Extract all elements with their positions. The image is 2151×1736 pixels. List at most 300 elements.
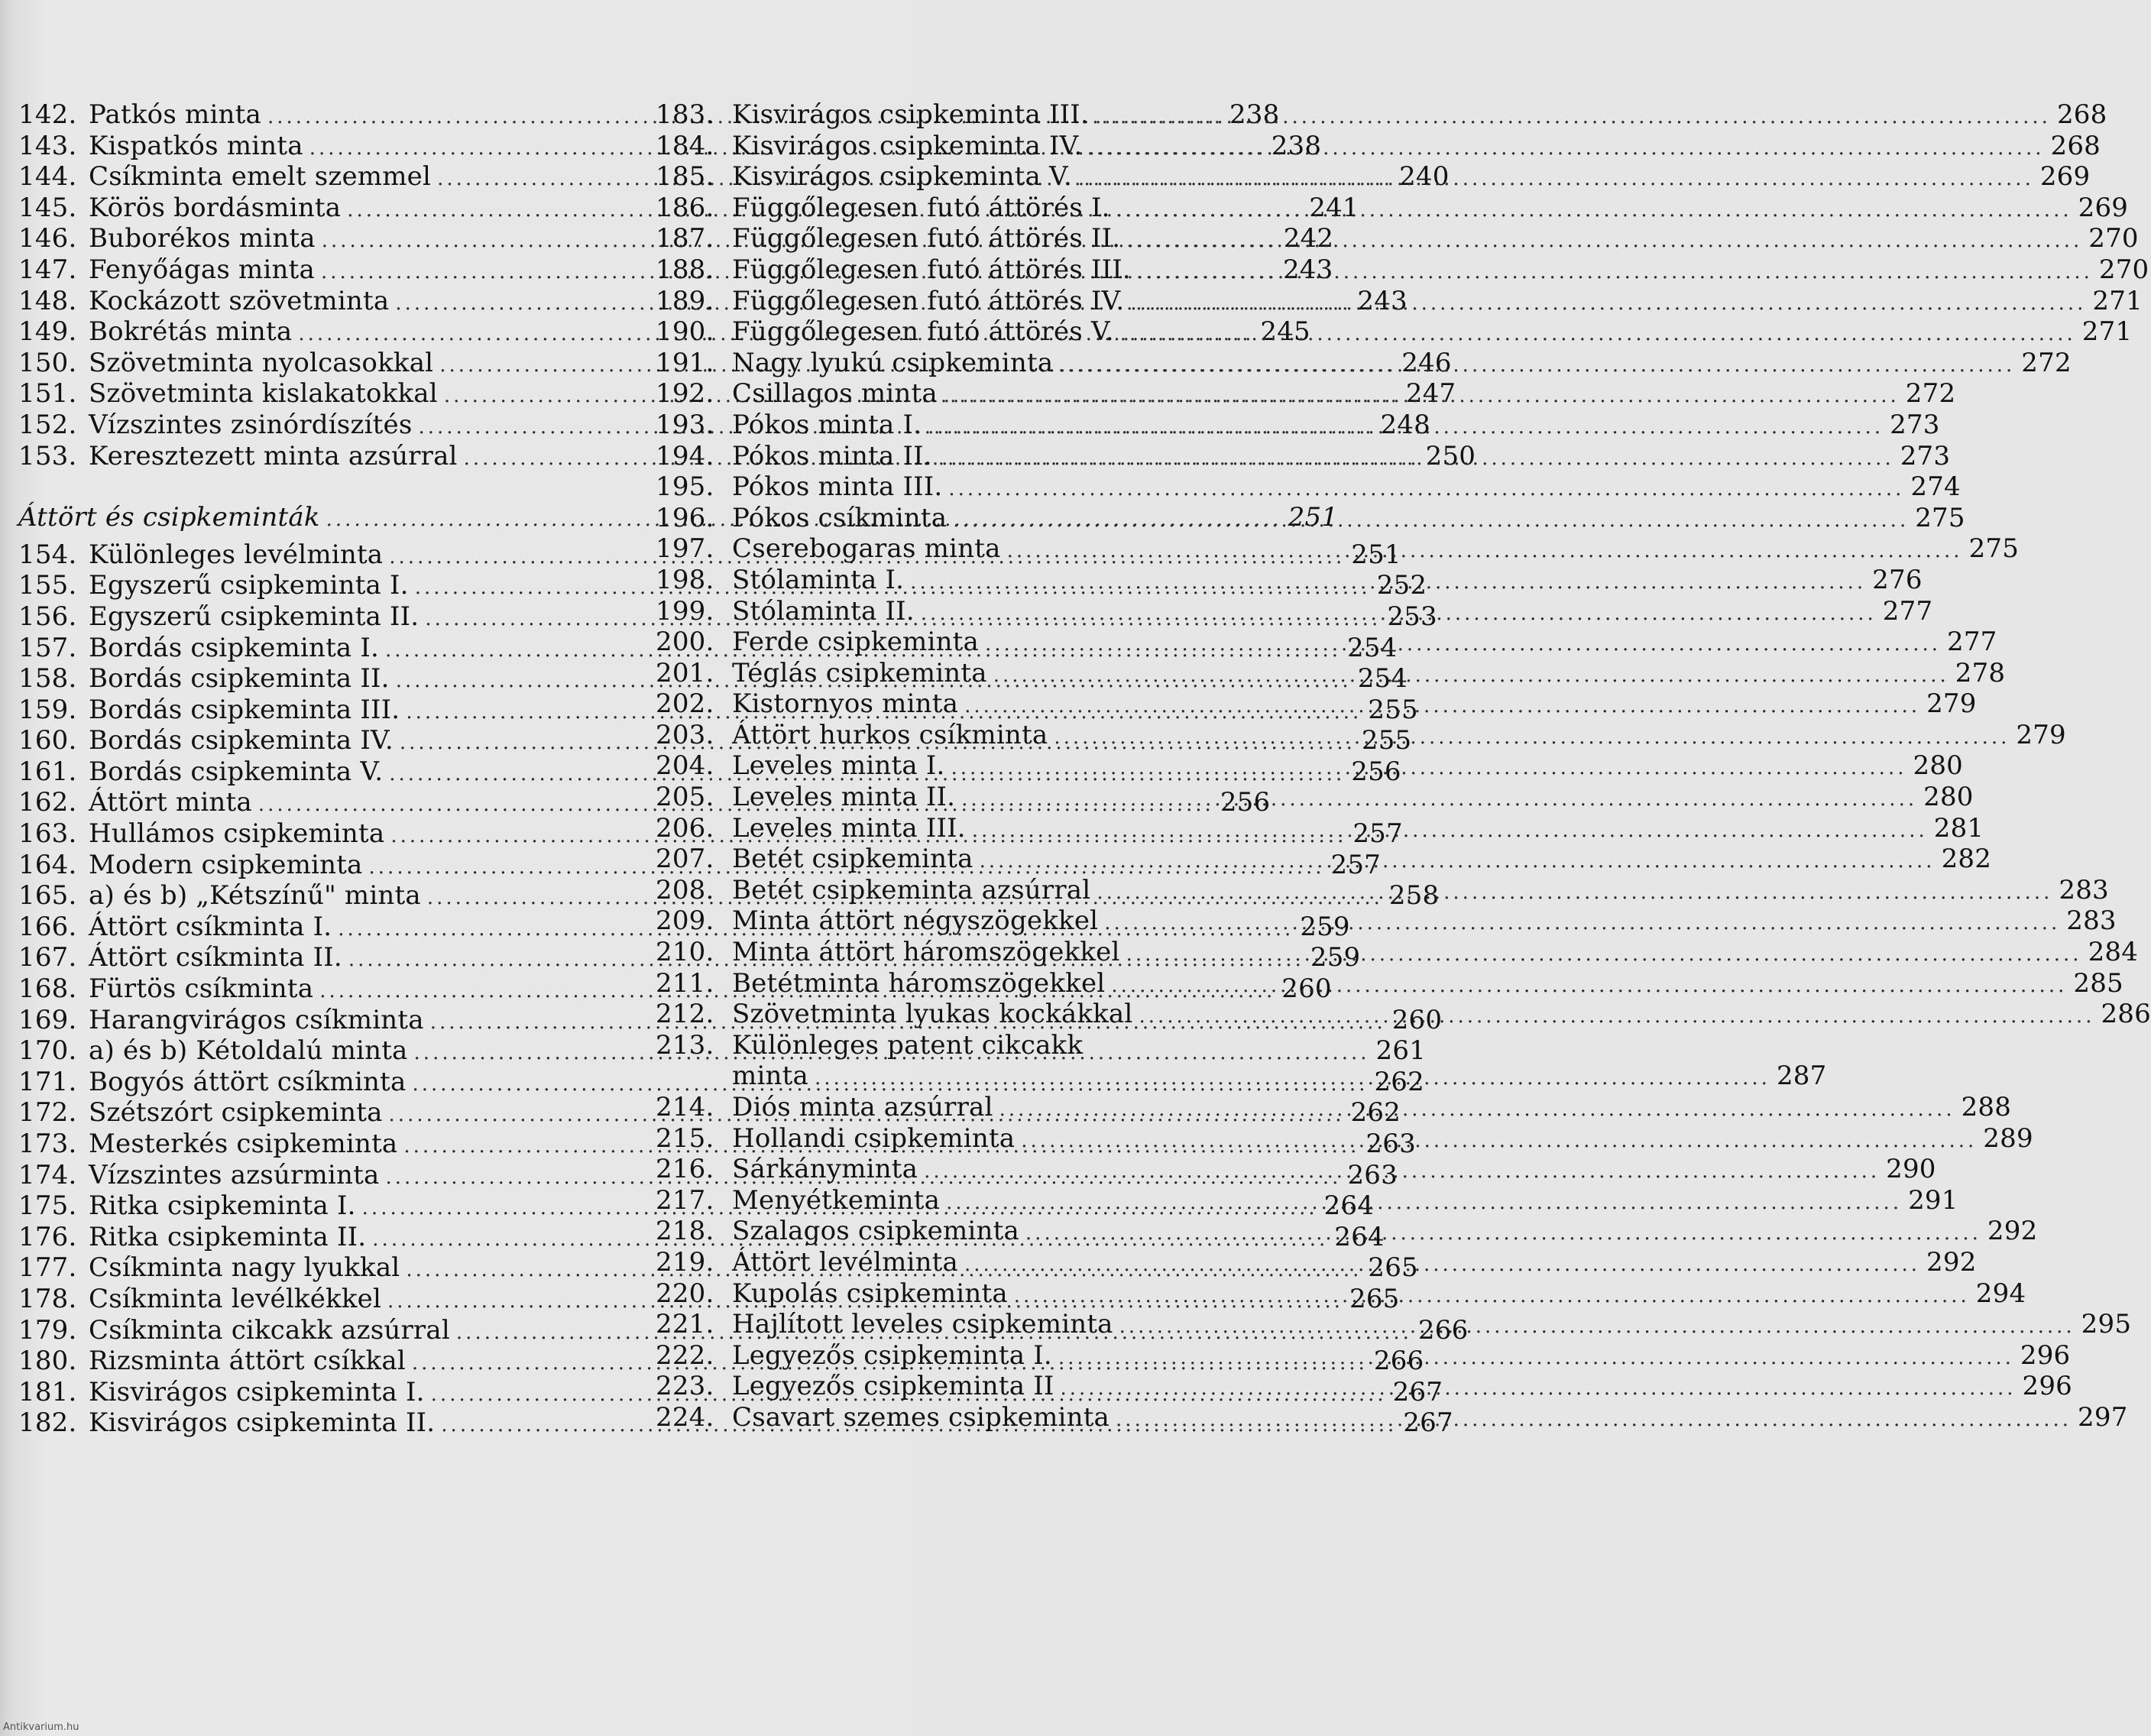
entry-number: 190. (656, 316, 714, 348)
entry-page: 269 (2039, 161, 2091, 193)
entry-number: 209. (656, 905, 714, 937)
leader-dots (999, 1094, 1955, 1125)
entry-number: 198. (656, 564, 714, 595)
entry-number: 162. (18, 787, 77, 818)
leader-dots (944, 381, 1900, 412)
leader-dots (1130, 285, 2086, 319)
entry-number: 175. (18, 1190, 77, 1222)
entry-number: 216. (656, 1154, 714, 1185)
entry-title: Függőlegesen futó áttörés IV. (732, 285, 1125, 316)
leader-dots (1126, 225, 2082, 257)
entry-number: 170. (18, 1035, 77, 1067)
entry-number: 144. (18, 161, 77, 193)
entry-number: 149. (18, 316, 77, 348)
entry-number: 185. (656, 161, 714, 193)
entry-page: 276 (1872, 564, 1923, 595)
entry-number: 153. (18, 440, 77, 471)
toc-entry (18, 1066, 1424, 1098)
leader-dots (964, 1249, 1920, 1281)
entry-page: 275 (1968, 533, 2020, 565)
leader-dots (953, 505, 1909, 536)
leader-dots (1104, 908, 2060, 939)
leader-dots (1088, 130, 2044, 164)
leader-dots (946, 1187, 1902, 1219)
leader-dots (1095, 102, 2051, 133)
entry-number: 215. (656, 1122, 714, 1154)
entry-page: 285 (2073, 967, 2123, 999)
entry-number: 173. (18, 1129, 77, 1159)
entry-page: 279 (2016, 719, 2066, 750)
entry-number: 147. (18, 254, 77, 285)
entry-title: Betét csipkeminta (732, 844, 973, 875)
entry-page: 286 (2101, 999, 2151, 1030)
entry-title: Bordás csipkeminta III. (89, 694, 400, 725)
entry-title: Bordás csipkeminta I. (89, 632, 380, 663)
leader-dots (951, 753, 1906, 784)
leader-dots (1007, 536, 1963, 567)
entry-title: a) és b) „Kétszínű" minta (89, 880, 421, 912)
entry-number: 218. (656, 1216, 714, 1247)
leader-dots (1120, 319, 2076, 350)
entry-page: 246 (1401, 347, 1452, 378)
entry-number: 214. (656, 1092, 714, 1122)
entry-number: 164. (18, 849, 77, 880)
entry-number: 158. (18, 663, 77, 695)
entry-number: 211. (656, 967, 714, 999)
entry-title: Vízszintes azsúrminta (89, 1159, 380, 1190)
entry-page: 247 (1405, 378, 1456, 410)
leader-dots (972, 815, 1928, 847)
entry-number: 193. (656, 409, 714, 440)
entry-title: Cserebogaras minta (732, 533, 1001, 565)
entry-title: Kistornyos minta (732, 688, 959, 720)
entry-page: 257 (1352, 818, 1403, 850)
entry-title: Függőlegesen futó áttörés III. (732, 254, 1131, 285)
leader-dots (1111, 970, 2067, 1002)
entry-number: 157. (18, 632, 77, 663)
leader-dots (948, 474, 1904, 505)
entry-page: 263 (1347, 1159, 1398, 1190)
entry-page: 243 (1282, 254, 1333, 285)
entry-title: Pókos minta III. (732, 471, 943, 503)
entry-title: Legyezős csipkeminta II (732, 1371, 1054, 1402)
entry-title: Modern csipkeminta (89, 849, 363, 880)
entry-number: 143. (18, 130, 77, 161)
entry-title: Áttört minta (89, 787, 252, 818)
entry-page: 243 (1357, 285, 1408, 316)
section-gap (18, 471, 611, 502)
entry-title: Szövetminta kislakatokkal (89, 378, 438, 410)
entry-page: 277 (1947, 627, 1997, 658)
entry-title: Ritka csipkeminta II. (89, 1221, 367, 1252)
entry-title: Áttört csíkminta I. (89, 911, 332, 942)
entry-page: 296 (2022, 1371, 2072, 1402)
entry-page: 264 (1334, 1221, 1385, 1252)
entry-number: 188. (656, 254, 714, 285)
entry-title: Függőlegesen futó áttörés I. (732, 192, 1110, 223)
leader-dots (1097, 877, 2052, 908)
entry-number: 183. (656, 99, 714, 130)
entry-title: Csíkminta levélkékkel (89, 1283, 382, 1314)
entry-page: 267 (1392, 1376, 1443, 1407)
entry-page: 261 (1375, 1035, 1427, 1067)
entry-page: 272 (1905, 378, 1956, 410)
entry-page: 262 (1350, 1097, 1401, 1129)
entry-number: 224. (656, 1401, 714, 1433)
entry-number: 223. (656, 1371, 714, 1402)
leader-dots (910, 567, 1866, 598)
leader-dots (1021, 1125, 1977, 1157)
entry-title: Csíkminta emelt szemmel (89, 161, 432, 193)
entry-number: 182. (18, 1407, 77, 1439)
entry-number: 203. (656, 719, 714, 750)
entry-page: 280 (1913, 750, 1963, 782)
entry-title: Hajlított leveles csipkeminta (732, 1309, 1113, 1340)
entry-page: 266 (1373, 1346, 1424, 1377)
entry-page: 254 (1347, 632, 1398, 663)
section-page: 251 (1288, 502, 1339, 533)
toc-entry (656, 782, 1974, 813)
entry-title: Stólaminta I. (732, 564, 905, 595)
entry-title: Leveles minta II. (732, 782, 956, 813)
leader-dots (1059, 347, 2015, 381)
entry-page: 271 (2092, 285, 2143, 316)
leader-dots (921, 598, 1877, 630)
entry-number: 179. (18, 1314, 77, 1346)
entry-page: 271 (2081, 316, 2133, 348)
entry-page: 270 (2088, 223, 2139, 254)
leader-dots (1061, 1373, 2017, 1404)
entry-title: Vízszintes zsinórdíszítés (89, 409, 413, 440)
entry-page: 290 (1886, 1154, 1936, 1185)
entry-number: 152. (18, 409, 77, 440)
entry-number: 212. (656, 999, 714, 1030)
leader-dots (924, 1156, 1880, 1187)
entry-number: 142. (18, 99, 77, 130)
entry-page: 281 (1933, 812, 1984, 844)
entry-title: Leveles minta I. (732, 750, 945, 782)
entry-title: Bordás csipkeminta V. (89, 756, 384, 787)
entry-page: 273 (1900, 440, 1951, 471)
entry-title: Kispatkós minta (89, 130, 303, 161)
entry-title: Különleges levélminta (89, 539, 384, 570)
entry-number: 189. (656, 285, 714, 316)
leader-dots (1116, 192, 2072, 226)
leader-dots (980, 846, 1936, 877)
entry-number: 186. (656, 192, 714, 223)
entry-title: Pókos csíkminta (732, 502, 948, 533)
entry-title: Pókos minta II. (732, 440, 932, 471)
section-title: Áttört és csipkeminták (18, 502, 320, 533)
leader-dots (815, 1063, 1770, 1094)
entry-page: 250 (1425, 440, 1476, 471)
entry-page: 260 (1391, 1004, 1443, 1035)
leader-dots (993, 660, 1949, 691)
entry-title: Minta áttört négyszögekkel (732, 905, 1099, 937)
entry-page: 295 (2081, 1309, 2132, 1340)
entry-number: 176. (18, 1221, 77, 1252)
leader-dots (938, 440, 1894, 474)
entry-page: 252 (1376, 570, 1427, 601)
entry-number: 165. (18, 880, 77, 912)
entry-page: 292 (1926, 1246, 1977, 1278)
entry-number: 168. (18, 973, 77, 1005)
entry-title: Bordás csipkeminta II. (89, 663, 390, 695)
entry-number: 205. (656, 782, 714, 813)
entry-number: 222. (656, 1339, 714, 1371)
entry-title: Betét csipkeminta azsúrral (732, 874, 1091, 905)
entry-number: 200. (656, 627, 714, 658)
entry-number: 204. (656, 750, 714, 782)
entry-number: 156. (18, 601, 77, 632)
entry-number: 178. (18, 1283, 77, 1314)
entry-title: Kisvirágos csipkeminta II. (89, 1407, 436, 1439)
entry-title: Kisvirágos csipkeminta III. (732, 99, 1089, 130)
entry-number: 197. (656, 533, 714, 565)
entry-title: Csavart szemes csipkeminta (732, 1401, 1110, 1433)
entry-page: 256 (1351, 756, 1401, 787)
entry-page: 264 (1323, 1190, 1375, 1222)
entry-page: 296 (2020, 1339, 2071, 1371)
entry-page: 255 (1361, 725, 1412, 756)
entry-page: 242 (1283, 223, 1334, 254)
entry-page: 266 (1417, 1314, 1469, 1346)
entry-title: Téglás csipkeminta (732, 657, 987, 688)
entry-number: 201. (656, 657, 714, 688)
entry-title: Stólaminta II. (732, 595, 915, 627)
entry-number: 172. (18, 1097, 77, 1129)
entry-page: 254 (1357, 663, 1408, 695)
entry-title: Függőlegesen futó áttörés II. (732, 223, 1121, 254)
entry-title: Áttört levélminta (732, 1246, 959, 1278)
entry-number: 181. (18, 1376, 77, 1407)
entry-title: Menyétkeminta (732, 1184, 941, 1216)
entry-number: 195. (656, 471, 714, 503)
entry-title: Szalagos csipkeminta (732, 1216, 1019, 1247)
entry-page: 288 (1961, 1092, 2012, 1122)
entry-page: 275 (1915, 502, 1965, 533)
entry-number: 191. (656, 347, 714, 378)
entry-title: Harangvirágos csíkminta (89, 1004, 424, 1035)
entry-title: Diós minta azsúrral (732, 1092, 993, 1122)
entry-number: 163. (18, 818, 77, 850)
entry-number: 148. (18, 285, 77, 316)
entry-page: 289 (1983, 1122, 2033, 1154)
entry-title: Áttört csíkminta II. (89, 942, 342, 973)
entry-number: 210. (656, 937, 714, 968)
entry-number: 159. (18, 694, 77, 725)
entry-number: 196. (656, 502, 714, 533)
entry-title: Kisvirágos csipkeminta IV. (732, 130, 1083, 161)
entry-number: 194. (656, 440, 714, 471)
entry-title: Különleges patent cikcakk (732, 1029, 1084, 1061)
entry-page: 258 (1388, 880, 1440, 912)
leader-dots (1014, 1281, 1970, 1312)
entry-number: 167. (18, 942, 77, 973)
leader-dots (1116, 1404, 2072, 1436)
entry-title: Leveles minta III. (732, 812, 966, 844)
entry-title: Rizsminta áttört csíkkal (89, 1346, 406, 1377)
entry-number: 213. (656, 1029, 714, 1061)
entry-number: 207. (656, 844, 714, 875)
leader-dots (985, 629, 1941, 660)
leader-dots (961, 784, 1917, 815)
entry-title: Kisvirágos csipkeminta I. (89, 1376, 425, 1407)
entry-number: 174. (18, 1159, 77, 1190)
leader-dots (1126, 939, 2082, 970)
entry-page: 238 (1271, 130, 1322, 161)
leader-dots (928, 409, 1884, 443)
entry-title: Szövetminta lyukas kockákkal (732, 999, 1133, 1030)
entry-title: Betétminta háromszögekkel (732, 967, 1106, 999)
leader-dots (1139, 1001, 2094, 1032)
entry-title: Sárkányminta (732, 1154, 918, 1185)
entry-title: Kockázott szövetminta (89, 285, 390, 316)
entry-number: 217. (656, 1184, 714, 1216)
entry-number: 166. (18, 911, 77, 942)
entry-page: 259 (1300, 911, 1350, 942)
entry-number: 202. (656, 688, 714, 720)
entry-page: 257 (1330, 849, 1382, 880)
entry-number: 145. (18, 192, 77, 223)
entry-page: 270 (2098, 254, 2149, 285)
entry-page: 262 (1374, 1066, 1424, 1097)
entry-title: Ferde csipkeminta (732, 627, 979, 658)
entry-title: Szétszórt csipkeminta (89, 1097, 383, 1129)
entry-title: Bordás csipkeminta IV. (89, 725, 394, 756)
entry-title: Körös bordásminta (89, 192, 342, 223)
entry-title: Csillagos minta (732, 378, 938, 410)
entry-title: Minta áttört háromszögekkel (732, 937, 1120, 968)
entry-title: Nagy lyukú csipkeminta (732, 347, 1054, 378)
entry-number: 171. (18, 1066, 77, 1097)
entry-number: 221. (656, 1309, 714, 1340)
entry-title: Egyszerű csipkeminta I. (89, 570, 409, 601)
entry-title: Csíkminta nagy lyukkal (89, 1252, 400, 1284)
entry-title: Függőlegesen futó áttörés V. (732, 316, 1114, 348)
entry-page: 277 (1882, 595, 1933, 627)
entry-title: Pókos minta I. (732, 409, 922, 440)
entry-number: 199. (656, 595, 714, 627)
entry-page: 265 (1368, 1252, 1418, 1284)
entry-page: 265 (1349, 1283, 1400, 1314)
entry-page: 248 (1380, 409, 1430, 440)
leader-dots (1058, 1342, 2014, 1374)
entry-page: 278 (1955, 657, 2006, 688)
watermark: Antikvarium.hu (3, 1721, 79, 1733)
entry-page: 273 (1890, 409, 1940, 440)
leader-dots (1119, 1311, 2075, 1342)
entry-number: 220. (656, 1278, 714, 1309)
entry-title: Áttört hurkos csíkminta (732, 719, 1048, 750)
leader-dots (1054, 722, 2010, 753)
entry-number: 151. (18, 378, 77, 410)
entry-page: 282 (1941, 844, 1992, 875)
entry-title: Fenyőágas minta (89, 254, 315, 285)
entry-page: 291 (1908, 1184, 1958, 1216)
leader-dots (964, 691, 1920, 722)
entry-title: a) és b) Kétoldalú minta (89, 1035, 408, 1067)
entry-title: Bogyós áttört csíkminta (89, 1066, 407, 1097)
entry-title: Szövetminta nyolcasokkal (89, 347, 434, 378)
entry-number: 180. (18, 1346, 77, 1377)
toc-entry (656, 1030, 1259, 1061)
entry-page: 256 (1220, 787, 1271, 818)
entry-title: Hollandi csipkeminta (732, 1122, 1016, 1154)
entry-number: 155. (18, 570, 77, 601)
entry-page: 292 (1987, 1216, 2038, 1247)
entry-page: 253 (1387, 601, 1437, 632)
entry-page: 260 (1281, 973, 1332, 1005)
entry-title: Csíkminta cikcakk azsúrral (89, 1314, 450, 1346)
entry-page: 274 (1910, 471, 1961, 503)
entry-number: 150. (18, 347, 77, 378)
entry-page: 269 (2078, 192, 2129, 223)
entry-number: 161. (18, 756, 77, 787)
entry-page: 268 (2056, 99, 2107, 130)
entry-page: 255 (1368, 694, 1418, 725)
entry-page: 284 (2088, 937, 2139, 968)
entry-title: Keresztezett minta azsúrral (89, 440, 458, 471)
entry-title: Legyezős csipkeminta I. (732, 1339, 1052, 1371)
entry-page: 283 (2066, 905, 2117, 937)
leader-dots (1078, 164, 2034, 195)
entry-number: 187. (656, 223, 714, 254)
entry-page: 240 (1399, 161, 1450, 193)
leader-dots (1025, 1218, 1981, 1249)
entry-page: 283 (2059, 874, 2109, 905)
entry-page: 241 (1309, 192, 1359, 223)
entry-page: 272 (2021, 347, 2072, 378)
entry-title: Mesterkés csipkeminta (89, 1129, 398, 1159)
entry-title: Hullámos csipkeminta (89, 818, 385, 850)
entry-page: 263 (1365, 1129, 1416, 1159)
entry-page: 267 (1403, 1407, 1453, 1439)
entry-number: 154. (18, 539, 77, 570)
toc-entry (656, 99, 2107, 131)
entry-page: 280 (1923, 782, 1974, 813)
entry-number: 177. (18, 1252, 77, 1284)
entry-number: 208. (656, 874, 714, 905)
entry-title: Kupolás csipkeminta (732, 1278, 1008, 1309)
entry-number: 160. (18, 725, 77, 756)
toc-entry (656, 471, 1961, 503)
entry-number: 146. (18, 223, 77, 254)
entry-title: Patkós minta (89, 99, 261, 130)
entry-page: 238 (1229, 99, 1280, 130)
entry-title: Ritka csipkeminta I. (89, 1190, 356, 1222)
entry-page: 294 (1975, 1278, 2026, 1309)
entry-page: 245 (1260, 316, 1310, 348)
entry-page: 268 (2050, 130, 2101, 161)
entry-page: 259 (1310, 942, 1361, 973)
entry-number: 206. (656, 812, 714, 844)
leader-dots (1137, 257, 2093, 288)
entry-number: 219. (656, 1246, 714, 1278)
entry-title: Fürtös csíkminta (89, 973, 314, 1005)
entry-number: 184. (656, 130, 714, 161)
entry-title: Egyszerű csipkeminta II. (89, 601, 420, 632)
entry-title: minta (732, 1061, 808, 1092)
entry-title: Kisvirágos csipkeminta V. (732, 161, 1072, 193)
entry-number: 169. (18, 1004, 77, 1035)
entry-title: Buborékos minta (89, 223, 316, 254)
entry-title: Bokrétás minta (89, 316, 293, 348)
entry-page: 287 (1776, 1061, 1827, 1092)
entry-number: 192. (656, 378, 714, 410)
entry-page: 251 (1351, 539, 1401, 570)
entry-page: 279 (1926, 688, 1977, 720)
